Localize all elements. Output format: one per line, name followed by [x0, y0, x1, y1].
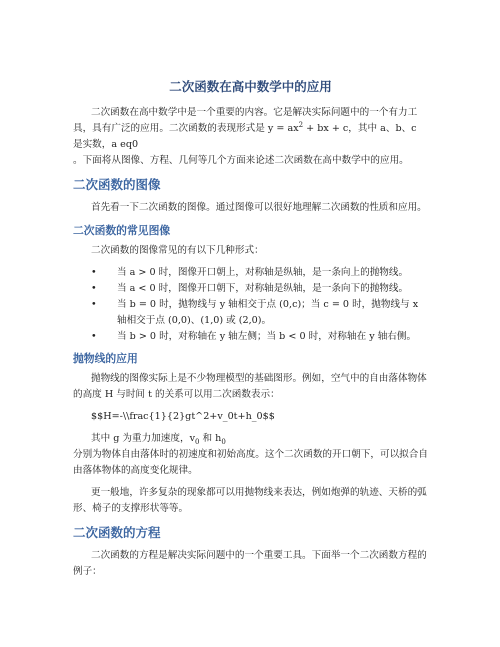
- intro-paragraph: [73, 105, 428, 169]
- falling-body-formula: $$H=-\\frac{1}{2}gt^2+v_0t+h_0$$: [91, 411, 275, 422]
- subsection-heading-parabola-application: 抛物线的应用: [73, 352, 138, 365]
- para2-text-b: 和 h: [199, 433, 222, 444]
- v0-subscript: 0: [195, 437, 200, 446]
- list-item: • 当 a < 0 时，图像开口朝下，对称轴是纵轴，是一条向下的抛物线。: [91, 281, 428, 297]
- graph-forms-list: [73, 265, 428, 345]
- intro-text-1: 二次函数在高中数学中是一个重要的内容。它是解决实际问题中的一个有力工具，具有广泛的应用。二次函数的表现形式是 y = ax: [73, 107, 418, 134]
- parabola-paragraph-1: 抛物线的图像实际上是不少物理模型的基础图形。例如，空气中的自由落体物体的高度 H 与时间 t 的关系可以用二次函数表示：: [73, 373, 427, 400]
- list-item: • 当 a > 0 时，图像开口朝上，对称轴是纵轴，是一条向上的抛物线。: [91, 265, 428, 281]
- para2-text-c: 分别为物体自由落体时的初速度和初始高度。这个二次函数的开口朝下，可以拟合自由落体物体的高度变化规律。: [73, 449, 428, 476]
- list-item: • 当 b > 0 时，对称轴在 y 轴左侧；当 b < 0 时，对称轴在 y 轴右侧。: [91, 329, 428, 345]
- para2-text-a: 其中 g 为重力加速度，v: [91, 433, 196, 444]
- intro-text-2: + bx + c，其中 a、b、c 是实数，a eq0: [73, 123, 417, 150]
- document-title: 二次函数在高中数学中的应用: [169, 79, 332, 94]
- equation-intro-paragraph: 二次函数的方程是解决实际问题中的一个重要工具。下面举一个二次函数方程的例子：: [73, 550, 427, 577]
- subsection-heading-common-graphs: 二次函数的常见图像: [73, 224, 171, 237]
- list-item: • 当 b = 0 时，抛物线与 y 轴相交于点 (0,c)；当 c = 0 时，抛物线与 x 轴相交于点 (0,0)、(1,0) 或 (2,0)。: [91, 297, 428, 329]
- section-heading-graph: 二次函数的图像: [73, 177, 161, 192]
- intro-text-3: 。下面将从图像、方程、几何等几个方面来论述二次函数在高中数学中的应用。: [73, 155, 409, 166]
- document-page: [73, 78, 428, 586]
- section-heading-equation: 二次函数的方程: [73, 525, 161, 540]
- common-graphs-paragraph: 二次函数的图像常见的有以下几种形式：: [91, 245, 264, 256]
- graph-intro-paragraph: 首先看一下二次函数的图像。通过图像可以很好地理解二次函数的性质和应用。: [91, 202, 427, 213]
- h0-subscript: 0: [221, 437, 226, 446]
- intro-exponent: 2: [298, 120, 304, 129]
- parabola-paragraph-3: 更一般地，许多复杂的现象都可以用抛物线来表达，例如炮弹的轨迹、天桥的弧形、椅子的支撑形状等等。: [73, 487, 427, 514]
- parabola-paragraph-2: [73, 431, 428, 479]
